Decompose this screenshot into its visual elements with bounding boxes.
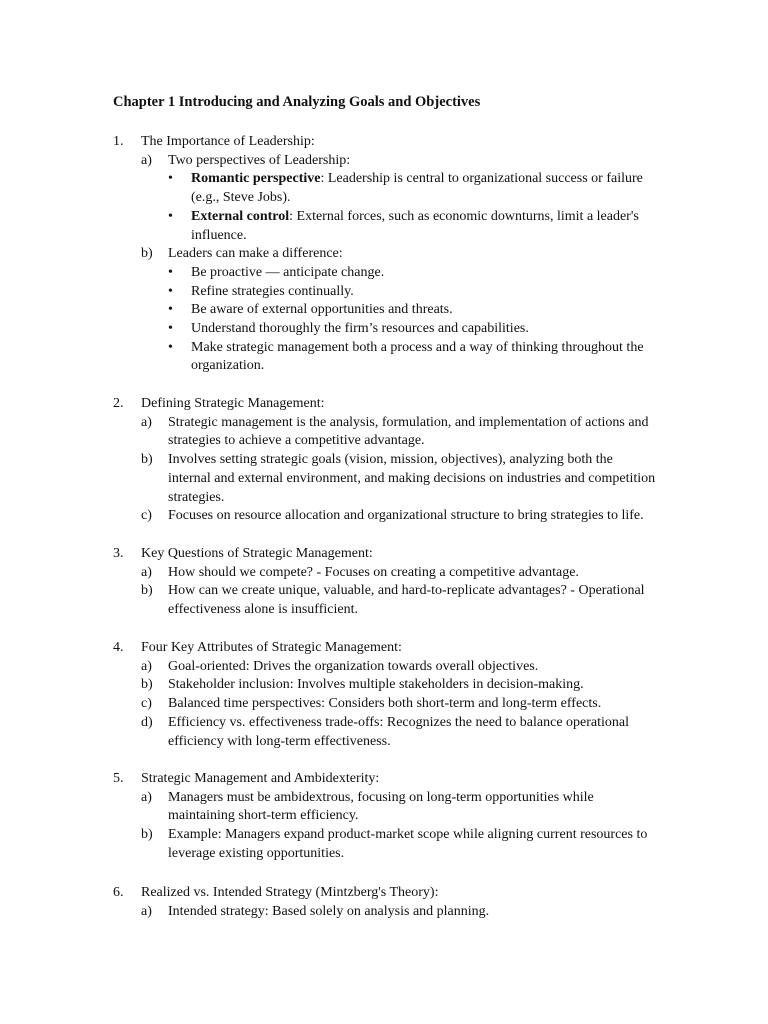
sub-item-letter: a) bbox=[141, 789, 152, 805]
section-heading bbox=[113, 770, 658, 789]
sub-item bbox=[141, 676, 658, 695]
bullet-text bbox=[191, 170, 658, 207]
sub-item bbox=[141, 903, 658, 922]
sub-item-letter: d) bbox=[141, 714, 153, 730]
section-6 bbox=[113, 884, 658, 921]
section-2 bbox=[113, 395, 658, 526]
sub-item-text: Stakeholder inclusion: Involves multiple stakeholders in decision-making. bbox=[168, 677, 584, 693]
sub-item-letter: c) bbox=[141, 696, 152, 712]
sub-item-letter: b) bbox=[141, 677, 153, 693]
bullet-text: Refine strategies continually. bbox=[191, 283, 354, 299]
sub-item-text: Example: Managers expand product-market scope while aligning current resources to leverage existing opportunities. bbox=[168, 827, 648, 861]
sub-item bbox=[141, 826, 658, 863]
sub-item-letter: b) bbox=[141, 452, 153, 468]
section-title: Key Questions of Strategic Management: bbox=[141, 546, 373, 561]
bullet-text: Be aware of external opportunities and threats. bbox=[191, 302, 453, 318]
section-number: 6. bbox=[113, 885, 124, 900]
section-heading bbox=[113, 884, 658, 903]
sub-item-text: Managers must be ambidextrous, focusing on long-term opportunities while maintaining short-term efficiency. bbox=[168, 789, 594, 824]
sub-item-text: Strategic management is the analysis, formulation, and implementation of actions and strategies to achieve a competitive advantage. bbox=[168, 414, 649, 449]
bullet-icon: • bbox=[168, 208, 173, 224]
section-number: 5. bbox=[113, 771, 124, 786]
section-heading bbox=[113, 133, 658, 152]
sub-item-text: Balanced time perspectives: Considers both short-term and long-term effects. bbox=[168, 696, 602, 712]
sub-item-text: Goal-oriented: Drives the organization towards overall objectives. bbox=[168, 658, 539, 674]
bullet-item bbox=[168, 320, 658, 339]
bullet-text: Make strategic management both a process and a way of thinking throughout the organization. bbox=[191, 339, 644, 374]
sub-item bbox=[141, 714, 658, 751]
sub-item bbox=[141, 245, 658, 264]
section-number: 4. bbox=[113, 640, 124, 655]
sub-item-text: Intended strategy: Based solely on analysis and planning. bbox=[168, 903, 490, 919]
bullet-icon: • bbox=[168, 321, 173, 337]
bullet-icon: • bbox=[168, 171, 173, 187]
sub-item-letter: a) bbox=[141, 152, 152, 168]
bullet-icon: • bbox=[168, 283, 173, 299]
sub-item-letter: a) bbox=[141, 658, 152, 674]
sub-item bbox=[141, 582, 658, 619]
bullet-item bbox=[168, 264, 658, 283]
sub-item-text: Leaders can make a difference: bbox=[168, 246, 343, 262]
sub-item bbox=[141, 152, 658, 171]
sub-item bbox=[141, 564, 658, 583]
section-title: Defining Strategic Management: bbox=[141, 396, 325, 411]
document-title: Chapter 1 Introducing and Analyzing Goals and Objectives bbox=[113, 94, 481, 110]
section-1 bbox=[113, 133, 658, 376]
sub-item-text: Focuses on resource allocation and organizational structure to bring strategies to life. bbox=[168, 508, 644, 524]
sub-item-letter: b) bbox=[141, 827, 153, 843]
section-4 bbox=[113, 639, 658, 751]
section-5 bbox=[113, 770, 658, 864]
bullet-description: : External forces, such as economic downturns, limit a leader's influence. bbox=[191, 208, 639, 243]
sub-item bbox=[141, 507, 658, 526]
sub-item bbox=[141, 658, 658, 677]
bullet-icon: • bbox=[168, 302, 173, 318]
sub-item-letter: a) bbox=[141, 903, 152, 919]
sub-item bbox=[141, 789, 658, 826]
sub-item-letter: c) bbox=[141, 508, 152, 524]
section-number: 1. bbox=[113, 134, 124, 149]
bullet-text: Understand thoroughly the firm’s resources and capabilities. bbox=[191, 321, 529, 337]
sub-item-text: Efficiency vs. effectiveness trade-offs: Recognizes the need to balance operational efficiency with long-term effectiveness. bbox=[168, 714, 630, 749]
bullet-item bbox=[168, 283, 658, 302]
bullet-text bbox=[191, 208, 658, 245]
bullet-description: : Leadership is central to organizational success or failure (e.g., Steve Jobs). bbox=[191, 171, 643, 206]
bullet-bold-term: External control bbox=[191, 208, 290, 224]
sub-item bbox=[141, 695, 658, 714]
sub-item bbox=[141, 414, 658, 451]
section-title: The Importance of Leadership: bbox=[141, 134, 315, 149]
sub-item-text: Two perspectives of Leadership: bbox=[168, 152, 351, 168]
bullet-item bbox=[168, 208, 658, 245]
sub-item-letter: b) bbox=[141, 246, 153, 262]
bullet-text: Be proactive — anticipate change. bbox=[191, 264, 385, 280]
sub-item-letter: b) bbox=[141, 583, 153, 599]
section-title: Realized vs. Intended Strategy (Mintzberg's Theory): bbox=[141, 885, 439, 900]
section-heading bbox=[113, 639, 658, 658]
bullet-item bbox=[168, 170, 658, 207]
section-number: 3. bbox=[113, 546, 124, 561]
bullet-icon: • bbox=[168, 264, 173, 280]
bullet-icon: • bbox=[168, 339, 173, 355]
bullet-bold-term: Romantic perspective bbox=[191, 171, 321, 187]
section-3 bbox=[113, 545, 658, 620]
section-heading bbox=[113, 395, 658, 414]
sub-item-text: How can we create unique, valuable, and hard-to-replicate advantages? - Operational effectiveness alone is insufficient. bbox=[168, 583, 645, 618]
sub-item-text: Involves setting strategic goals (vision, mission, objectives), analyzing both the internal and external environment, and making decisions on industries and competition strategies. bbox=[168, 452, 656, 505]
section-heading bbox=[113, 545, 658, 564]
bullet-item bbox=[168, 301, 658, 320]
sub-item bbox=[141, 451, 658, 507]
sub-item-text: How should we compete? - Focuses on creating a competitive advantage. bbox=[168, 564, 579, 580]
bullet-item bbox=[168, 339, 658, 376]
section-number: 2. bbox=[113, 396, 124, 411]
section-title: Strategic Management and Ambidexterity: bbox=[141, 771, 380, 786]
sub-item-letter: a) bbox=[141, 564, 152, 580]
sub-item-letter: a) bbox=[141, 414, 152, 430]
section-title: Four Key Attributes of Strategic Management: bbox=[141, 640, 402, 655]
